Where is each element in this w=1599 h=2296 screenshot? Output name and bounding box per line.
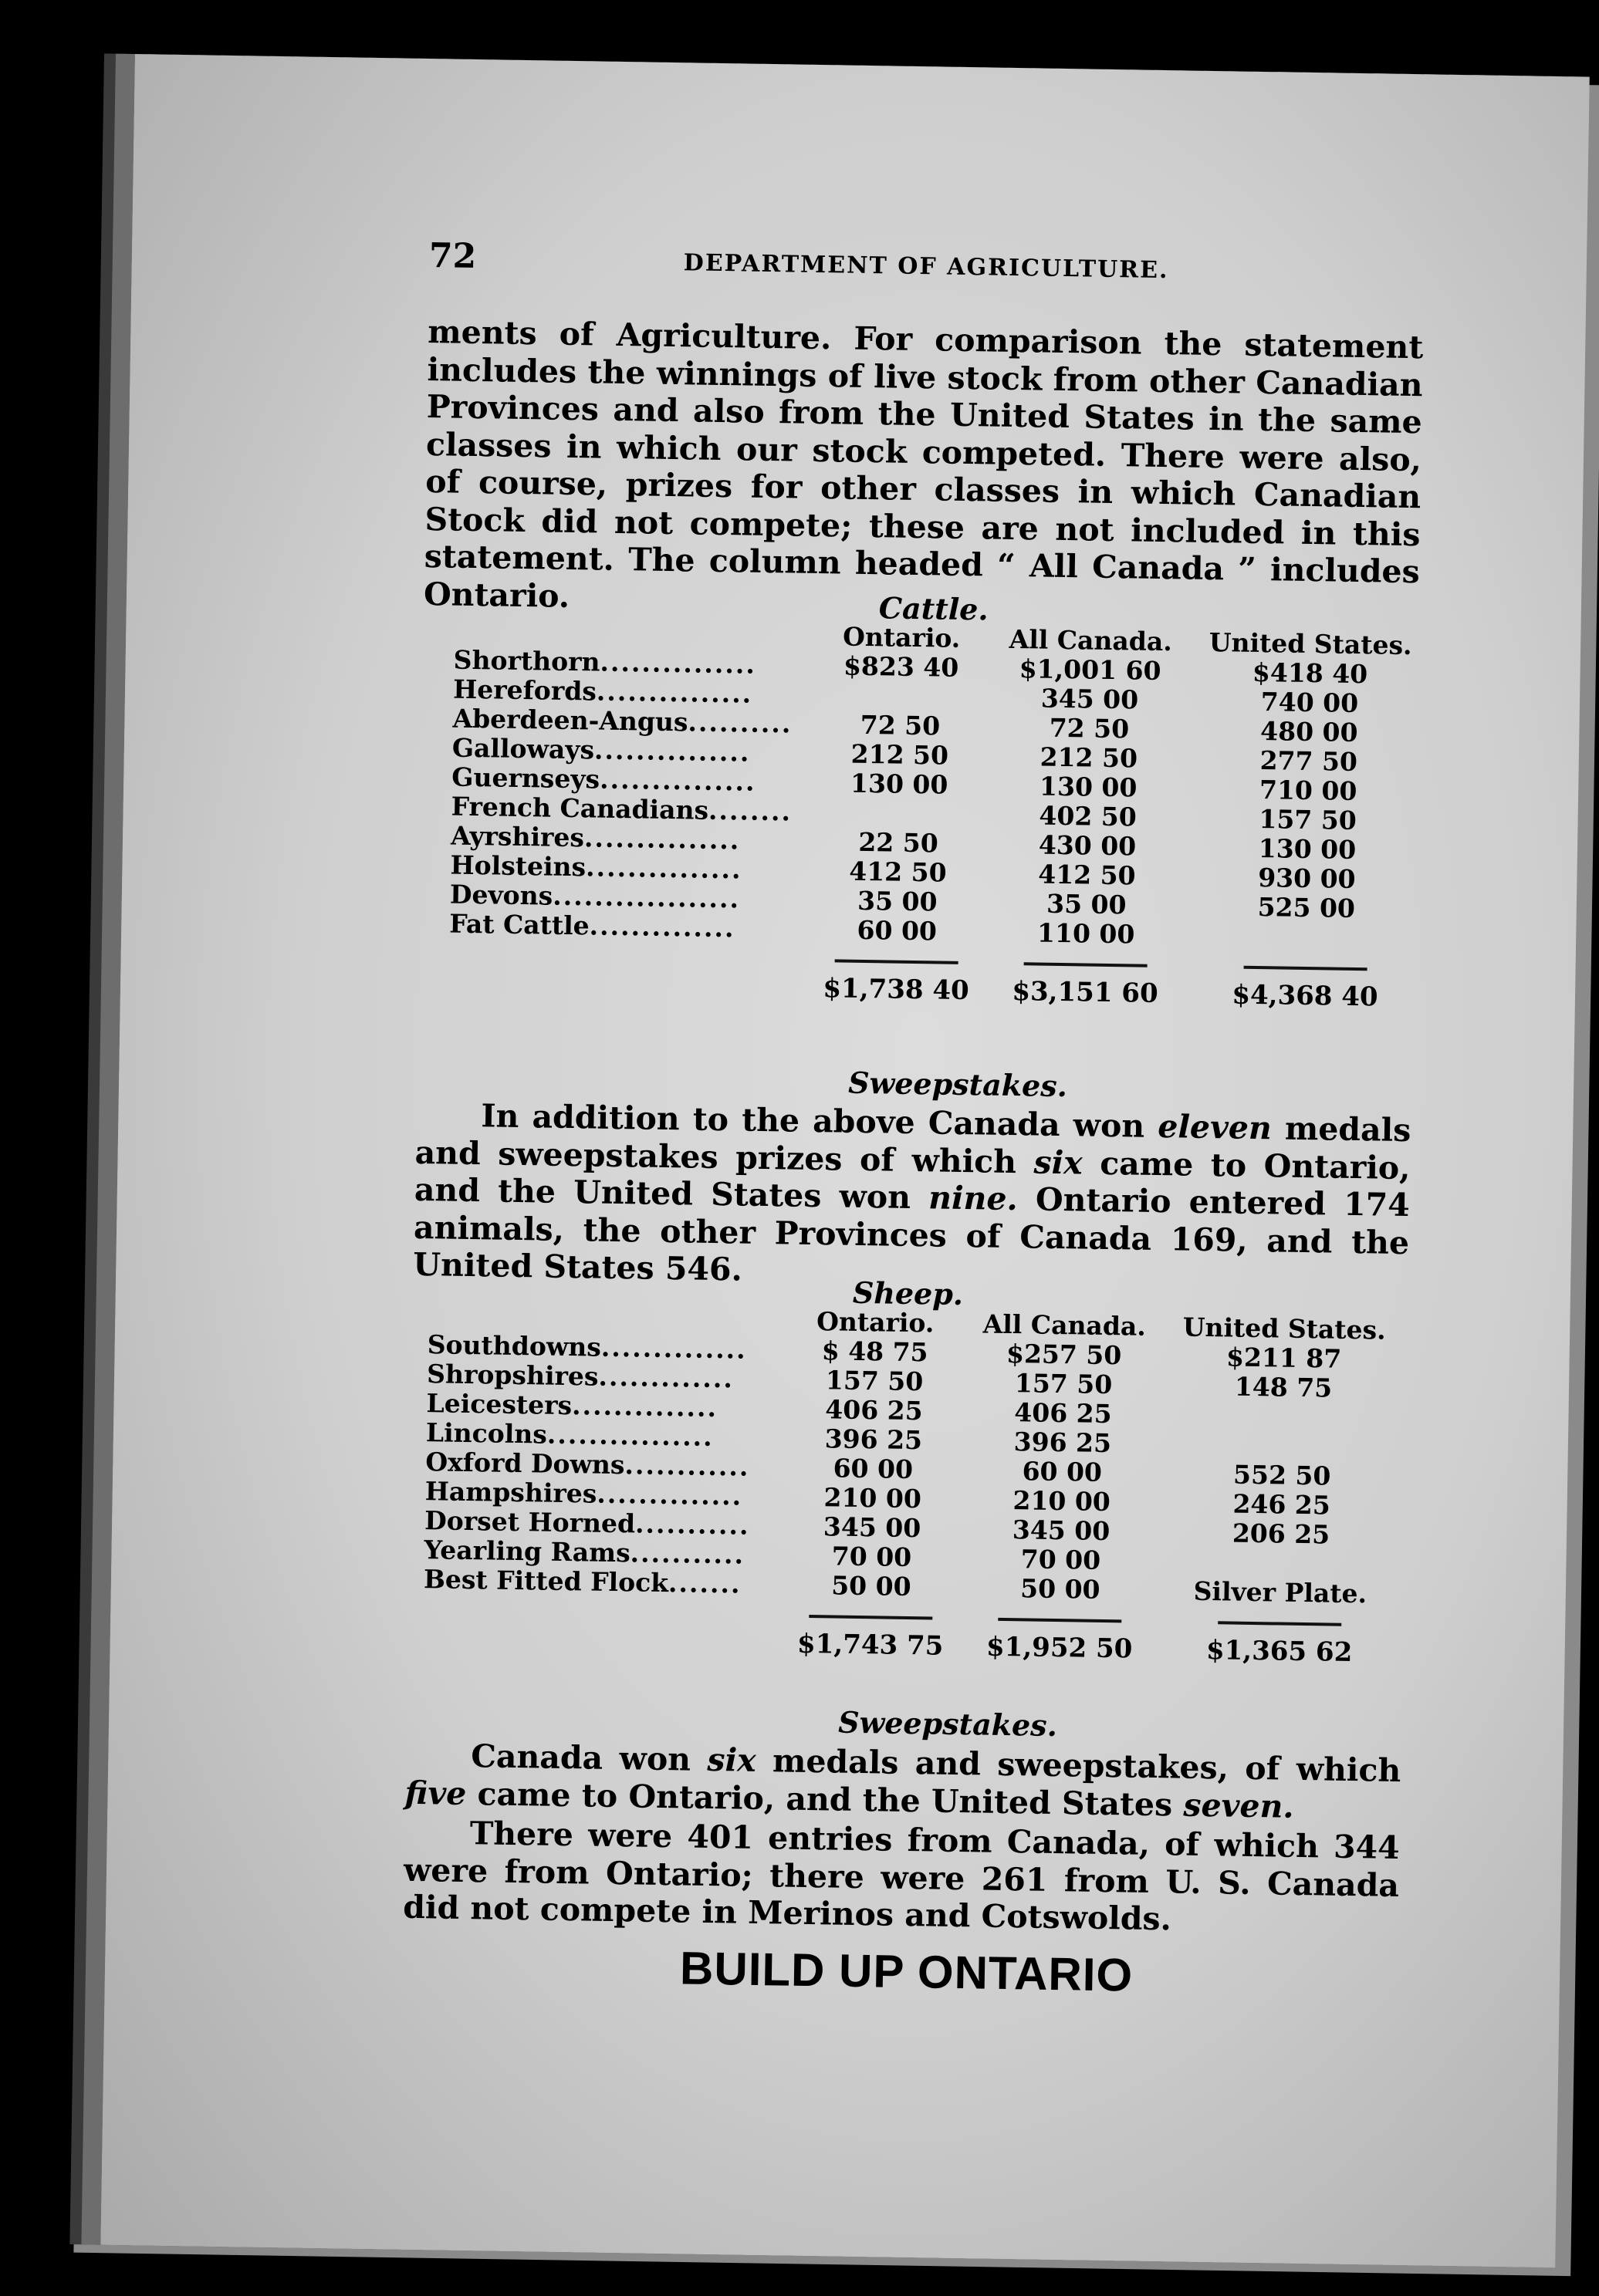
emphasis: seven.: [1183, 1786, 1295, 1825]
sheep-title: Sheep.: [852, 1275, 964, 1312]
sheep-row-label: Leicesters..............: [426, 1388, 718, 1423]
cattle-row-all-canada: $1,001 60: [1019, 653, 1161, 686]
page-content: [402, 59, 1574, 2001]
leader-dots: ..............: [600, 1332, 748, 1365]
cattle-row-united-states: $418 40: [1252, 657, 1368, 690]
sheep-row-label: Shropshires.............: [426, 1359, 735, 1394]
cattle-row-united-states: 740 00: [1260, 687, 1359, 718]
sheep-row-united-states: 552 50: [1232, 1459, 1331, 1491]
sheep-table: [422, 1301, 1400, 1668]
text-run: Ontario entered 174 animals, the other Provinces of Canada 169, and the United States 546.: [413, 1180, 1411, 1288]
text-run: came to Ontario, and the United States: [465, 1774, 1184, 1824]
sheep-total-all-canada: $1,952 50: [985, 1631, 1133, 1665]
cattle-row-ontario: [816, 680, 986, 712]
sheep-row-ontario: 70 00: [831, 1541, 912, 1573]
total-rule: [1244, 966, 1367, 971]
cattle-row-label: Shorthorn...............: [453, 644, 757, 680]
sheep-row-all-canada: 70 00: [1020, 1544, 1101, 1575]
cattle-row-ontario: 412 50: [849, 856, 947, 888]
total-rule: [1218, 1621, 1341, 1626]
cattle-row-label: Galloways...............: [451, 732, 751, 768]
sheep-col-ontario: Ontario.: [816, 1306, 935, 1339]
cattle-row-united-states: 480 00: [1259, 716, 1358, 748]
cattle-row-ontario: 35 00: [857, 885, 938, 917]
sheep-row-ontario: 50 00: [830, 1570, 911, 1602]
leader-dots: ...............: [600, 647, 757, 680]
slogan: BUILD UP ONTARIO: [679, 1942, 1134, 2001]
emphasis: six: [707, 1741, 756, 1779]
sheep-row-all-canada: 345 00: [1012, 1514, 1111, 1547]
cattle-row-united-states: 157 50: [1259, 804, 1357, 836]
cattle-col-united-states: United States.: [1209, 626, 1412, 661]
sheep-col-united-states: United States.: [1182, 1312, 1386, 1346]
cattle-row-ontario: 60 00: [857, 914, 938, 947]
intro-paragraph: ments of Agriculture. For comparison the statement includes the winnings of live stock from other Canadian Provinces and also from the United States in the same classes in which our stock competed. There were also, of course, prizes for other classes in which Canadian Stock did not compete; these are not included in this statement. The column headed “ All Canada ” includes Ontario.: [423, 313, 1424, 615]
page-number: 72: [428, 236, 477, 276]
emphasis: five: [404, 1774, 467, 1812]
sheep-row-united-states: 246 25: [1232, 1488, 1331, 1521]
leader-dots: ..........: [688, 707, 793, 739]
sheep-row-ontario: 345 00: [823, 1511, 921, 1544]
cattle-row-all-canada: 130 00: [1039, 771, 1138, 803]
sheep-row-all-canada: 396 25: [1013, 1427, 1112, 1459]
cattle-total-united-states: $4,368 40: [1232, 979, 1378, 1013]
leader-dots: ...............: [599, 764, 756, 797]
sheep-row-label: Southdowns..............: [427, 1329, 748, 1365]
cattle-row-united-states: 525 00: [1257, 891, 1356, 923]
sheep-row-united-states: [1167, 1400, 1399, 1433]
leader-dots: ...............: [596, 676, 753, 709]
cattle-row-label: Holsteins...............: [450, 849, 742, 885]
sheep-row-united-states: 206 25: [1232, 1518, 1330, 1550]
total-rule: [1024, 962, 1148, 967]
sheep-row-all-canada: $257 50: [1006, 1338, 1122, 1371]
sheep-row-ontario: 396 25: [824, 1423, 923, 1456]
leader-dots: ................: [546, 1419, 715, 1452]
cattle-row-label: French Canadians........: [451, 791, 793, 827]
leader-dots: ..................: [552, 880, 741, 914]
emphasis: six: [1033, 1143, 1083, 1181]
cattle-row-all-canada: 212 50: [1040, 741, 1138, 774]
sheep-row-all-canada: 50 00: [1019, 1573, 1100, 1605]
sheep-row-united-states: 148 75: [1234, 1371, 1333, 1403]
leader-dots: ........: [708, 795, 793, 827]
cattle-col-ontario: Ontario.: [842, 621, 961, 653]
sheep-paragraph-1: [404, 1737, 1401, 1827]
cattle-table: [448, 616, 1427, 1013]
cattle-row-all-canada: 412 50: [1037, 859, 1136, 891]
cattle-row-united-states: 930 00: [1257, 862, 1356, 894]
sheep-row-label: Hampshires..............: [424, 1476, 743, 1511]
total-rule: [809, 1615, 932, 1620]
leader-dots: ...............: [593, 734, 751, 768]
sheep-col-all-canada: All Canada.: [982, 1308, 1147, 1342]
sheep-row-ontario: 210 00: [823, 1482, 922, 1514]
cattle-row-all-canada: 72 50: [1049, 712, 1130, 745]
sheep-total-united-states: $1,365 62: [1205, 1635, 1353, 1669]
sheep-row-united-states: [1167, 1430, 1399, 1463]
cattle-title: Cattle.: [878, 590, 989, 627]
cattle-rows: [449, 646, 1426, 954]
text-run: medals and sweepstakes, of which: [756, 1741, 1401, 1790]
leader-dots: .............: [598, 1361, 735, 1394]
emphasis: eleven: [1157, 1107, 1273, 1147]
cattle-col-all-canada: All Canada.: [1009, 623, 1173, 657]
cattle-total-all-canada: $3,151 60: [1012, 976, 1158, 1009]
sheep-row-label: Lincolns................: [425, 1417, 715, 1452]
sheep-row-all-canada: 406 25: [1014, 1397, 1112, 1430]
cattle-row-all-canada: 345 00: [1040, 683, 1139, 715]
leader-dots: ...............: [585, 852, 742, 885]
text-run: medals and sweepstakes prizes of which: [414, 1109, 1411, 1180]
cattle-row-all-canada: 402 50: [1039, 800, 1138, 832]
sheep-row-ontario: $ 48 75: [821, 1335, 928, 1368]
cattle-row-ontario: $823 40: [843, 650, 959, 683]
sheep-row-ontario: 406 25: [825, 1394, 923, 1427]
cattle-row-label: Herefords...............: [452, 674, 753, 709]
sheep-row-united-states: Silver Plate.: [1193, 1575, 1367, 1609]
cattle-row-ontario: 130 00: [850, 768, 948, 800]
cattle-row-all-canada: 110 00: [1036, 917, 1135, 950]
sheep-total-ontario: $1,743 75: [796, 1628, 944, 1662]
cattle-row-label: Aberdeen-Angus..........: [452, 703, 793, 739]
sheep-paragraph-2: There were 401 entries from Canada, of which 344 were from Ontario; there were 261 from U. S. Canada did not compete in Merinos and Cotswolds.: [402, 1815, 1401, 1938]
sheep-row-all-canada: 210 00: [1012, 1485, 1111, 1518]
sheep-row-ontario: 60 00: [833, 1453, 914, 1485]
cattle-row-united-states: 130 00: [1258, 832, 1357, 865]
text-run: came to Ontario, and the United States won: [414, 1143, 1411, 1217]
cattle-row-label: Guernseys...............: [451, 761, 756, 797]
sheep-row-label: Dorset Horned...........: [424, 1505, 750, 1541]
leader-dots: ..............: [571, 1390, 718, 1423]
cattle-row-united-states: 710 00: [1259, 775, 1357, 806]
sheep-row-ontario: 157 50: [825, 1365, 924, 1397]
sheep-sweepstakes-heading: Sweepstakes.: [837, 1704, 1058, 1744]
leader-dots: ............: [624, 1450, 750, 1482]
sheep-row-all-canada: 60 00: [1022, 1456, 1103, 1487]
sheep-row-united-states: [1165, 1547, 1397, 1580]
cattle-row-united-states: [1190, 921, 1422, 954]
sheep-row-label: Yearling Rams...........: [424, 1535, 745, 1570]
text-run: Canada won: [471, 1737, 708, 1778]
running-head: DEPARTMENT OF AGRICULTURE.: [683, 249, 1169, 285]
text-run: In addition to the above Canada won: [481, 1097, 1158, 1145]
sheep-row-label: Oxford Downs............: [425, 1447, 750, 1482]
sheep-rows: [424, 1330, 1400, 1609]
cattle-row-all-canada: 35 00: [1046, 888, 1127, 920]
leader-dots: ..............: [589, 910, 735, 944]
leader-dots: ...........: [630, 1538, 745, 1570]
cattle-row-all-canada: 430 00: [1038, 829, 1137, 862]
leader-dots: ...........: [634, 1508, 750, 1541]
cattle-row-united-states: 277 50: [1259, 745, 1358, 777]
cattle-row-label: Ayrshires...............: [450, 820, 741, 856]
cattle-row-ontario: 72 50: [860, 709, 941, 741]
cattle-row-ontario: 22 50: [858, 826, 939, 859]
cattle-total-ontario: $1,738 40: [823, 973, 970, 1007]
sheep-row-united-states: $211 87: [1225, 1342, 1342, 1374]
cattle-row-label: Fat Cattle..............: [449, 908, 735, 944]
sheep-row-label: Best Fitted Flock.......: [423, 1564, 742, 1599]
total-rule: [998, 1618, 1121, 1623]
leader-dots: ..............: [597, 1478, 743, 1511]
cattle-sweepstakes-heading: Sweepstakes.: [847, 1065, 1068, 1104]
cattle-row-label: Devons..................: [449, 879, 741, 914]
sheep-row-all-canada: 157 50: [1014, 1368, 1113, 1400]
leader-dots: ...............: [583, 822, 741, 856]
emphasis: nine.: [928, 1179, 1019, 1218]
document-page: [100, 54, 1589, 2267]
total-rule: [835, 959, 958, 964]
page-header: [428, 236, 1571, 300]
cattle-paragraph: [413, 1096, 1411, 1299]
leader-dots: .......: [668, 1568, 742, 1599]
cattle-row-ontario: 212 50: [850, 738, 949, 771]
cattle-row-ontario: [813, 798, 984, 829]
